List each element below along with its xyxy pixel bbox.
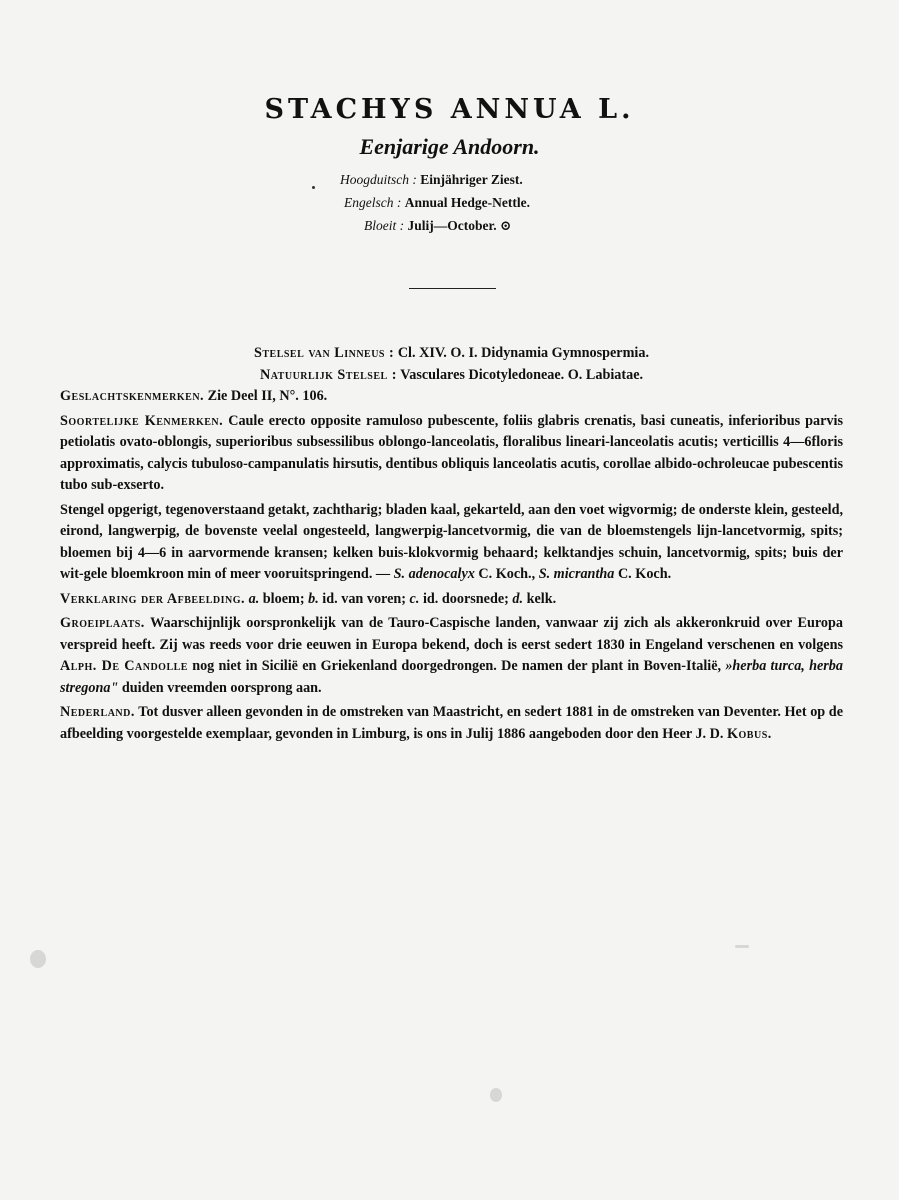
flowering-line: [340, 214, 640, 237]
linneus-label: Stelsel van Linneus :: [253, 345, 395, 361]
figure-b-key: b.: [308, 590, 319, 607]
german-value: Einjähriger Ziest.: [420, 172, 523, 187]
flowering-label: Bloeit :: [364, 218, 405, 233]
german-label: Hoogduitsch :: [340, 172, 417, 187]
dutch-name: Eenjarige Andoorn.: [359, 134, 540, 159]
paper-stain: [30, 950, 46, 968]
figure-label: Verklaring der Afbeelding.: [60, 590, 246, 607]
linneus-value: Cl. XIV. O. I. Didynamia Gymnospermia.: [397, 345, 650, 361]
netherlands-distribution: [60, 702, 843, 745]
section-divider: [409, 288, 496, 289]
netherlands-label: Nederland.: [60, 704, 135, 720]
synonym-2-name: S. micrantha: [538, 566, 615, 582]
description-text: Stengel opgerigt, tegenoverstaand getakt, zachtharig; bladen kaal, gekarteld, aan den voet wigvormig; de onderste klein, gesteeld, eirond, langwerpig, de bovenste veelal ongesteeld, langwerpig-lancetvormig, die van de bloemstengels lijn-lancetvormig, spits; bloemen bij 4—6 in aarvormende kransen; kelken buis-klokvormig behaard; kelktandjes schuin, lancetvormig, spits; buis der wit-gele bloemkroon min of meer vooruitspringend. —: [60, 501, 844, 582]
figure-d-text: kelk.: [526, 590, 557, 607]
dutch-description: [60, 500, 843, 586]
linneus-system: [60, 343, 843, 365]
flowering-value: Julij—October. ⊙: [407, 218, 512, 233]
natural-system: [60, 365, 843, 387]
natural-value: Vasculares Dicotyledoneae. O. Labiatae.: [400, 366, 644, 383]
habitat-text-3: duiden vreemden oorsprong aan.: [121, 679, 322, 696]
habitat-text-2: nog niet in Sicilië en Griekenland doorgedrongen. De namen der plant in Boven-Italië,: [192, 658, 722, 674]
species-characters: [60, 411, 843, 497]
habitat-plant-names: »herba turca, herba stregona": [60, 658, 843, 696]
figure-explanation: [60, 589, 843, 611]
print-speck: [312, 186, 315, 189]
english-name-line: [340, 191, 640, 214]
synonym-2-author: C. Koch.: [617, 566, 672, 582]
natural-label: Natuurlijk Stelsel :: [259, 366, 397, 383]
habitat-text-1: Waarschijnlijk oorspronkelijk van de Tauro-Caspische landen, vanwaar zij zich als akkeronkruid over Europa verspreid heeft. Zij was reeds voor drie eeuwen in Europa bekend, doch is eerst sedert 1830 in Engeland verschenen en volgens: [60, 615, 843, 653]
synonym-1-author: C. Koch.,: [478, 566, 536, 582]
english-label: Engelsch :: [344, 195, 402, 210]
description-body: [60, 343, 843, 745]
species-value: Caule erecto opposite ramuloso pubescente, foliis glabris crenatis, basi cuneatis, inferioribus parvis petiolatis ovato-oblongis, superioribus subsessilibus oblongo-lanceolatis, floralibus lineari-lanceolatis acutis; verticillis 4—6floris approximatis, calycis tubuloso-campanulatis hirsutis, dentibus obliquis lanceolatis acutis, corollae albido-ochroleucae pubescentis tubo sub-exserto.: [60, 412, 843, 493]
synonym-1-name: S. adenocalyx: [393, 566, 475, 582]
genus-value: Zie Deel II, N°. 106.: [207, 388, 328, 404]
paper-stain: [490, 1088, 502, 1102]
figure-a-text: bloem;: [262, 590, 305, 607]
english-value: Annual Hedge-Nettle.: [404, 195, 530, 210]
habitat-author: Alph. De Candolle: [60, 658, 188, 674]
figure-b-text: id. van voren;: [322, 590, 406, 607]
common-names: [340, 168, 640, 237]
figure-c-key: c.: [409, 590, 420, 607]
habitat: [60, 613, 843, 699]
figure-c-text: id. doorsnede;: [422, 590, 509, 607]
german-name-line: [340, 168, 640, 191]
species-label: Soortelijke Kenmerken.: [60, 412, 224, 429]
habitat-label: Groeiplaats.: [60, 615, 145, 631]
genus-label: Geslachtskenmerken.: [60, 388, 205, 404]
paper-stain: [735, 945, 749, 948]
species-title: STACHYS ANNUA L.: [264, 94, 635, 125]
netherlands-text: Tot dusver alleen gevonden in de omstreken van Maastricht, en sedert 1881 in de omstreken van Deventer. Het op de afbeelding voorgestelde exemplaar, gevonden in Limburg, is ons in Julij 1886 aangeboden door den Heer J. D.: [60, 704, 843, 742]
figure-d-key: d.: [512, 590, 524, 607]
figure-a-key: a.: [248, 590, 260, 607]
genus-characters: [60, 386, 843, 408]
netherlands-person: Kobus.: [726, 725, 772, 742]
